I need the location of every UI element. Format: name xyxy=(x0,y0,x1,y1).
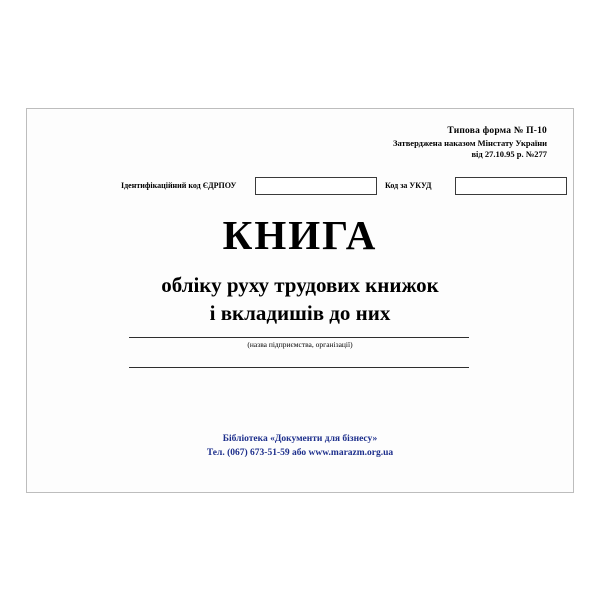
document-title: КНИГА xyxy=(222,212,378,258)
footer-block xyxy=(35,433,565,461)
org-name-rule-1 xyxy=(129,337,469,338)
document-subtitle-line1: обліку руху трудових книжок xyxy=(161,273,439,297)
document-subtitle-line2: і вкладишів до них xyxy=(209,301,391,325)
org-name-rule-2 xyxy=(129,367,469,368)
footer-line2: Тел. (067) 673-51-59 або www.marazm.org.ua xyxy=(206,447,394,458)
document-inner xyxy=(35,115,565,486)
org-name-caption: (назва підприємства, організації) xyxy=(247,340,353,349)
ukud-field[interactable] xyxy=(455,177,567,195)
form-reference-line2: Затверджена наказом Мінстату України xyxy=(393,137,547,148)
edrpou-label: Ідентифікаційний код ЄДРПОУ xyxy=(121,181,237,190)
form-reference-line3: від 27.10.95 р. №277 xyxy=(471,149,547,160)
form-reference-line1: Типова форма № П-10 xyxy=(447,126,547,136)
ukud-label: Код за УКУД xyxy=(385,181,432,190)
identification-row xyxy=(47,177,551,197)
form-reference-block xyxy=(317,125,547,161)
document-sheet xyxy=(26,108,574,493)
edrpou-field[interactable] xyxy=(255,177,377,195)
footer-line1: Бібліотека «Документи для бізнесу» xyxy=(222,434,378,444)
